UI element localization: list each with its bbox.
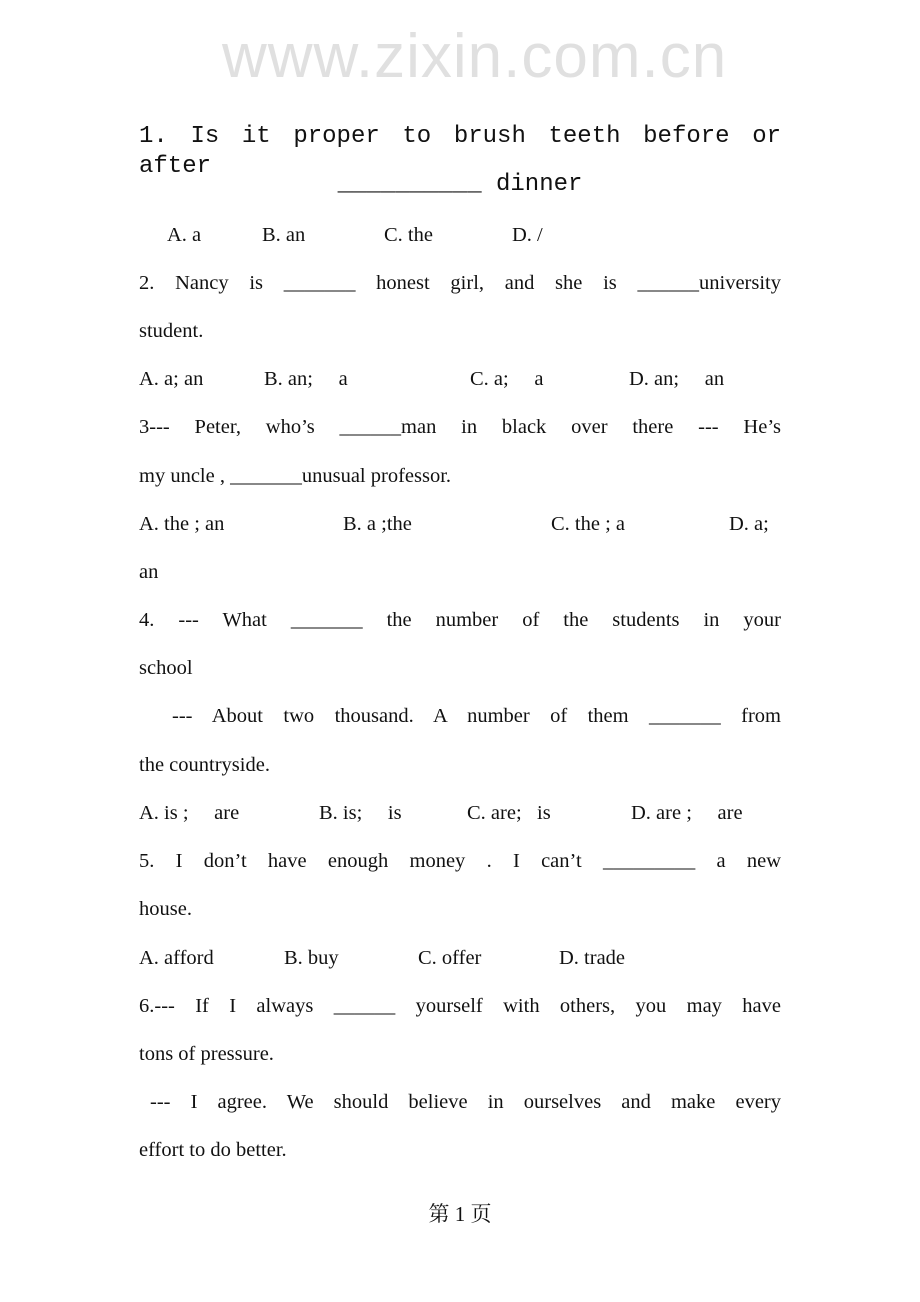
- q1-line2: __________ dinner: [337, 171, 583, 198]
- option-b: B. is; is: [319, 802, 402, 824]
- q5-line2: house.: [139, 898, 192, 920]
- q4-line2: school: [139, 657, 193, 679]
- option-a: A. afford: [139, 947, 214, 969]
- q3-option-wrap: an: [139, 561, 159, 583]
- option-b: B. buy: [284, 947, 339, 969]
- option-c: C. a; a: [470, 368, 544, 390]
- option-a: A. the ; an: [139, 513, 225, 535]
- q2-line2: student.: [139, 320, 204, 342]
- q6-line4: effort to do better.: [139, 1139, 287, 1161]
- q1-options: [139, 220, 781, 250]
- option-d: D. a;: [729, 513, 769, 535]
- option-c: C. offer: [418, 947, 482, 969]
- option-a: A. is ; are: [139, 802, 240, 824]
- watermark: www.zixin.com.cn: [222, 22, 728, 91]
- q5-options: [139, 943, 781, 973]
- q2-line1: 2. Nancy is _______ honest girl, and she is ______university: [139, 272, 781, 294]
- page-number: 第 1 页: [428, 1202, 492, 1226]
- q3-line1: 3--- Peter, who’s ______man in black over there --- He’s: [139, 416, 781, 438]
- q3-line2: my uncle , _______unusual professor.: [139, 465, 452, 487]
- option-d: D. are ; are: [631, 802, 743, 824]
- q4-line3: --- About two thousand. A number of them _______ from: [172, 705, 781, 727]
- option-d: D. an; an: [629, 368, 725, 390]
- q6-line1: 6.--- If I always ______ yourself with others, you may have: [139, 995, 781, 1017]
- option-a: A. a; an: [139, 368, 204, 390]
- option-a: A. a: [167, 224, 202, 246]
- option-c: C. the ; a: [551, 513, 626, 535]
- q5-line1: 5. I don’t have enough money . I can’t _________ a new: [139, 850, 781, 872]
- q3-options: [139, 509, 781, 539]
- option-b: B. an: [262, 224, 306, 246]
- option-d: D. trade: [559, 947, 626, 969]
- q4-line1: 4. --- What _______ the number of the students in your: [139, 609, 781, 631]
- q4-options: [139, 798, 781, 828]
- q6-line2: tons of pressure.: [139, 1043, 274, 1065]
- q4-line4: the countryside.: [139, 754, 270, 776]
- q2-options: [139, 364, 781, 394]
- option-c: C. are; is: [467, 802, 551, 824]
- option-b: B. a ;the: [343, 513, 412, 535]
- q6-line3: --- I agree. We should believe in ourselves and make every: [150, 1091, 781, 1113]
- q1-line1: 1. Is it proper to brush teeth before or after: [139, 123, 781, 180]
- option-b: B. an; a: [264, 368, 348, 390]
- option-c: C. the: [384, 224, 433, 246]
- option-d: D. /: [512, 224, 543, 246]
